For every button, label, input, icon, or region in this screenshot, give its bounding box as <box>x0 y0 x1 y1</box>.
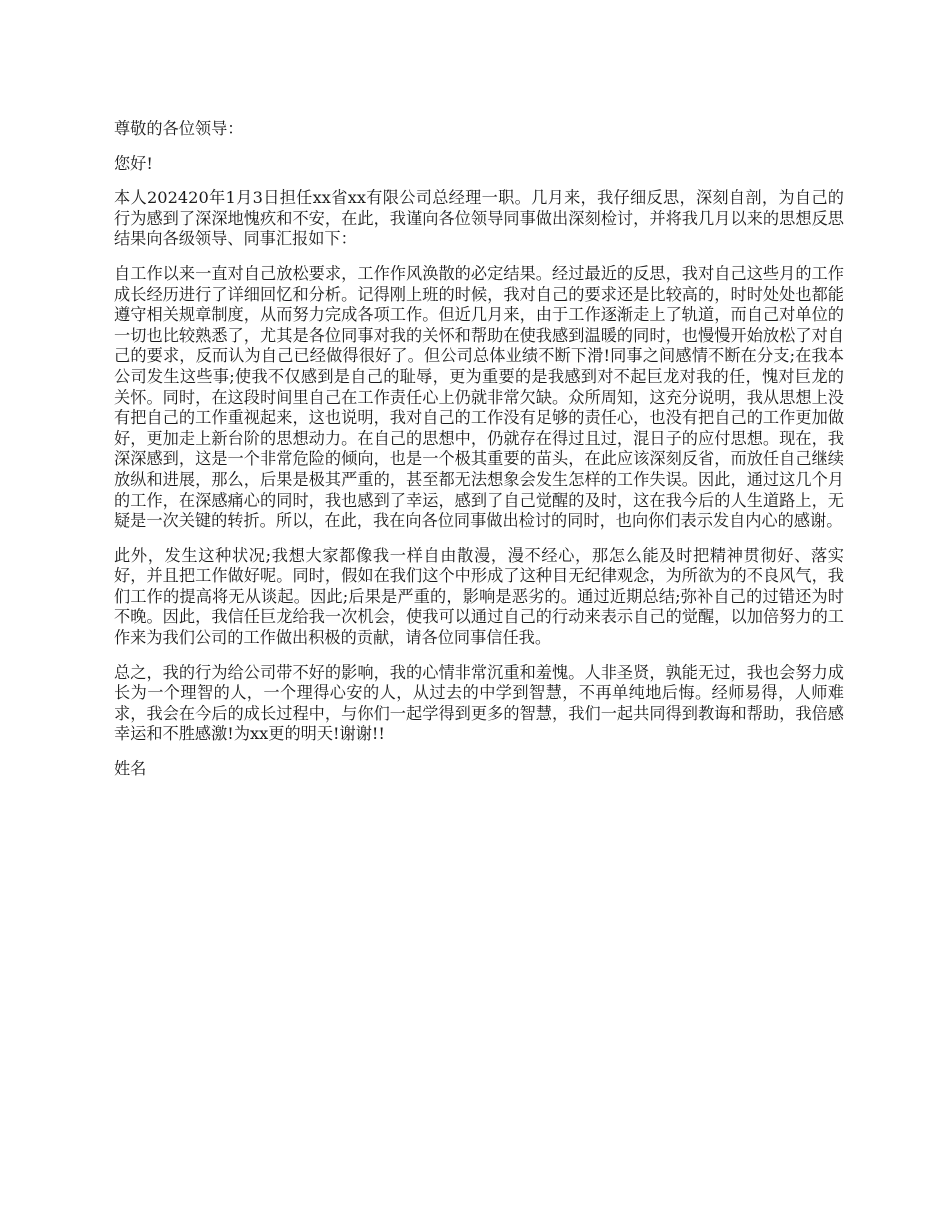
signature: 姓名 <box>114 759 147 779</box>
greeting: 您好! <box>114 153 153 173</box>
paragraph-consequences: 此外，发生这种状况;我想大家都像我一样自由散漫，漫不经心，那怎么能及时把精神贯彻好、落实好，并且把工作做好呢。同时，假如在我们这个中形成了这种目无纪律观念，为所欲为的不良风气，我们工作的提高将无从谈起。因此;后果是严重的，影响是恶劣的。通过近期总结;弥补自己的过错还为时不晚。因此，我信任巨龙给我一次机会，使我可以通过自己的行动来表示自己的觉醒，以加倍努力的工作来为我们公司的工作做出积极的贡献，请各位同事信任我。 <box>114 545 844 648</box>
paragraph-conclusion: 总之，我的行为给公司带不好的影响，我的心情非常沉重和羞愧。人非圣贤，孰能无过，我也会努力成长为一个理智的人，一个理得心安的人，从过去的中学到智慧，不再单纯地后悔。经师易得，人师难求，我会在今后的成长过程中，与你们一起学得到更多的智慧，我们一起共同得到教诲和帮助，我倍感幸运和不胜感激!为xx更的明天!谢谢!! <box>114 662 844 744</box>
salutation: 尊敬的各位领导： <box>114 119 244 138</box>
letter-document <box>114 119 844 794</box>
paragraph-intro: 本人202420年1月3日担任xx省xx有限公司总经理一职。几月来，我仔细反思，深刻自剖，为自己的行为感到了深深地愧疚和不安，在此，我谨向各位领导同事做出深刻检讨，并将我几月以来的思想反思结果向各级领导、同事汇报如下： <box>114 188 844 249</box>
paragraph-reflection: 自工作以来一直对自己放松要求，工作作风涣散的必定结果。经过最近的反思，我对自己这些月的工作成长经历进行了详细回忆和分析。记得刚上班的时候，我对自己的要求还是比较高的，时时处处也都能遵守相关规章制度，从而努力完成各项工作。但近几月来，由于工作逐渐走上了轨道，而自己对单位的一切也比较熟悉了，尤其是各位同事对我的关怀和帮助在使我感到温暖的同时，也慢慢开始放松了对自己的要求，反而认为自己已经做得很好了。但公司总体业绩不断下滑!同事之间感情不断在分支;在我本公司发生这些事;使我不仅感到是自己的耻辱，更为重要的是我感到对不起巨龙对我的任，愧对巨龙的关怀。同时，在这段时间里自己在工作责任心上仍就非常欠缺。众所周知，这充分说明，我从思想上没有把自己的工作重视起来，这也说明，我对自己的工作没有足够的责任心，也没有把自己的工作更加做好，更加走上新台阶的思想动力。在自己的思想中，仍就存在得过且过，混日子的应付思想。现在，我深深感到，这是一个非常危险的倾向，也是一个极其重要的苗头，在此应该深刻反省，而放任自己继续放纵和进展，那么，后果是极其严重的，甚至都无法想象会发生怎样的工作失误。因此，通过这几个月的工作，在深感痛心的同时，我也感到了幸运，感到了自己觉醒的及时，这在我今后的人生道路上，无疑是一次关键的转折。所以，在此，我在向各位同事做出检讨的同时，也向你们表示发自内心的感谢。 <box>114 263 844 531</box>
